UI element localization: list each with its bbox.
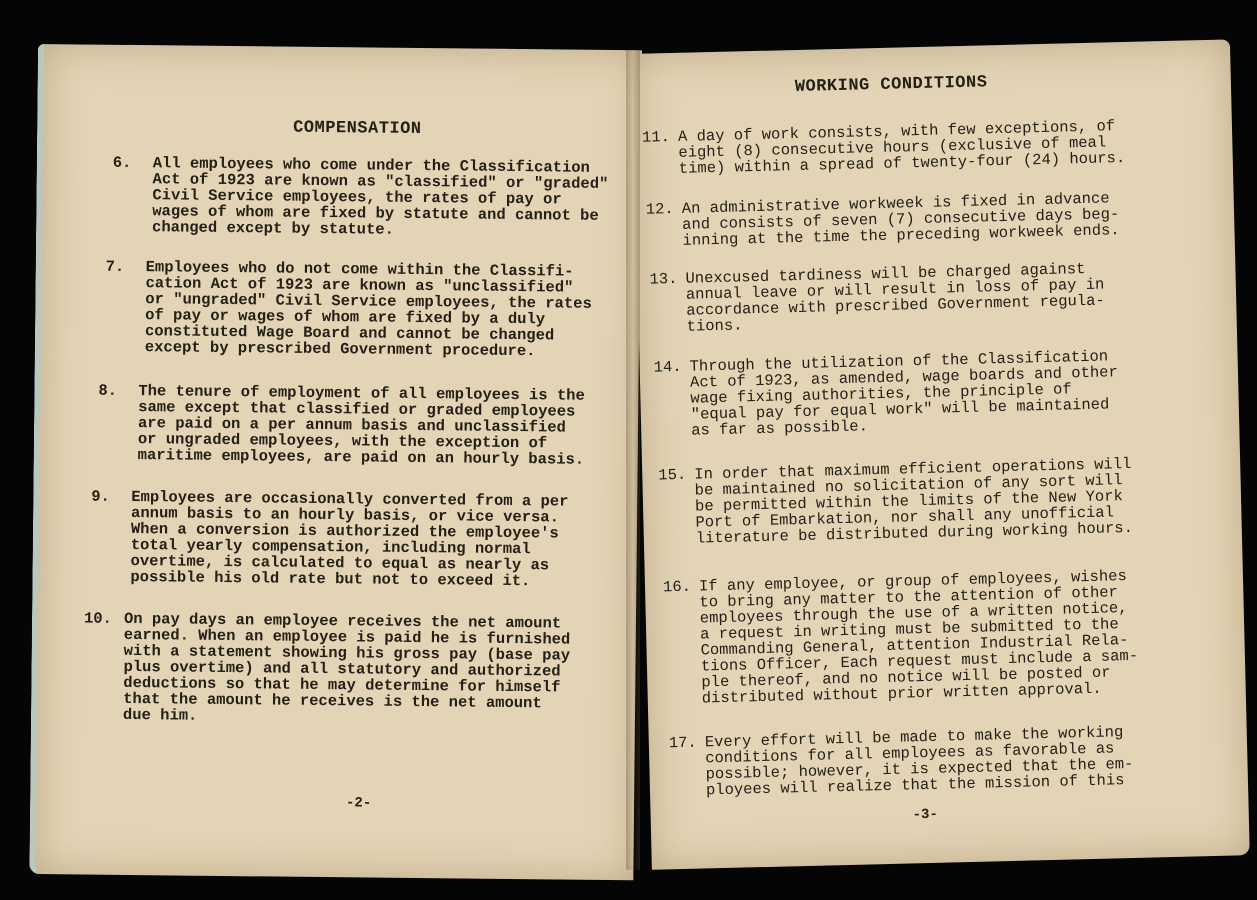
paragraph-number: 11. <box>641 128 671 147</box>
page-number-3: -3- <box>912 806 939 824</box>
paragraph-text: Employees are occasionally converted from a per annum basis to an hourly basis, or vice versa. When a conversion is authorized the employee's total yearly compensation, including normal overtime, is calculated to equal as nearly as possible his old rate but not to exceed it. <box>130 488 569 591</box>
right-page-heading: WORKING CONDITIONS <box>794 73 988 98</box>
paragraph-number: 10. <box>83 609 112 628</box>
paragraph-17 <box>669 724 1134 799</box>
paragraph-13 <box>649 261 1105 336</box>
paragraph-number: 14. <box>653 357 682 377</box>
paragraph-text: The tenure of employment of all employees is the same except that classified or graded employees are paid on a per annum basis and unclassified or ungraded employees, with the exception of maritime employees, are paid on an hourly basis. <box>137 382 585 469</box>
paragraph-10 <box>83 611 571 728</box>
paragraph-8 <box>98 383 585 468</box>
paragraph-number: 9. <box>91 487 110 506</box>
paragraph-16 <box>663 568 1139 708</box>
left-page <box>29 44 642 880</box>
paragraph-9 <box>90 489 568 590</box>
paragraph-number: 6. <box>112 153 132 172</box>
paragraph-11 <box>642 118 1126 178</box>
paragraph-number: 8. <box>98 381 118 400</box>
paragraph-text: On pay days an employee receives the net amount earned. When an employee is paid he is furnished with a statement showing his gross pay (base pay plus overtime) and all statutory and authorized deductions so that he may determine for himself that the amount he receives is the net amount due him. <box>122 609 571 725</box>
right-page <box>632 39 1250 869</box>
book-gutter <box>626 50 640 870</box>
paragraph-number: 17. <box>668 733 697 753</box>
paragraph-6 <box>112 155 609 240</box>
paragraph-number: 15. <box>658 465 687 485</box>
paragraph-text: A day of work consists, with few exceptions, of eight (8) consecutive hours (exclusive of meal time) within a spread of twenty-four (24) hours. <box>677 117 1126 178</box>
paragraph-12 <box>646 190 1120 250</box>
paragraph-number: 13. <box>649 269 678 289</box>
paragraph-text: All employees who come under the Classification Act of 1923 are known as "classified" or "graded" Civil Service employees, the rates of pay or wages of whom are fixed by statute and cannot be changed except by statute. <box>151 154 609 239</box>
paragraph-text: In order that maximum efficient operations will be maintained no solicitation of any sort will be permitted within the limits of the New York Port of Embarkation, nor shall any unofficial literature be distributed during working hours. <box>694 454 1134 548</box>
left-page-heading: COMPENSATION <box>293 118 422 140</box>
paragraph-text: An administrative workweek is fixed in advance and consists of seven (7) consecutive days beg- inning at the time the preceding workweek ends. <box>681 189 1120 250</box>
paragraph-text: If any employee, or group of employees, wishes to bring any matter to the attention of other employees through the use of a written notice, a request in writing must be submitted to the Commanding General, attention Industrial Rela- tions Officer, Each request must include a sam- ple thereof, and no notice will be posted or distributed without prior written approval. <box>698 567 1139 708</box>
paragraph-7 <box>105 259 592 360</box>
paragraph-number: 7. <box>105 257 125 276</box>
paragraph-text: Employees who do not come within the Classifi- cation Act of 1923 are known as "unclassified" or "ungraded" Civil Service employees, the rates of pay or wages of whom are fixed by a duly constituted Wage Board and cannot be changed except by prescribed Government procedure. <box>144 258 592 361</box>
paragraph-number: 12. <box>645 200 674 219</box>
paragraph-14 <box>653 348 1119 439</box>
paragraph-text: Every effort will be made to make the working conditions for all employees as favorable as possible; however, it is expected that the em- ployees will realize that the mission of this <box>704 723 1134 800</box>
page-number-2: -2- <box>345 795 372 812</box>
paragraph-text: Unexcused tardiness will be charged against annual leave or will result in loss of pay in accordance with prescribed Government regula- tions. <box>685 259 1105 336</box>
paragraph-15 <box>658 456 1133 548</box>
paragraph-text: Through the utilization of the Classification Act of 1923, as amended, wage boards and other wage fixing authorities, the principle of "equal pay for equal work" will be maintained as far as possible. <box>689 347 1119 440</box>
paragraph-number: 16. <box>662 577 692 597</box>
